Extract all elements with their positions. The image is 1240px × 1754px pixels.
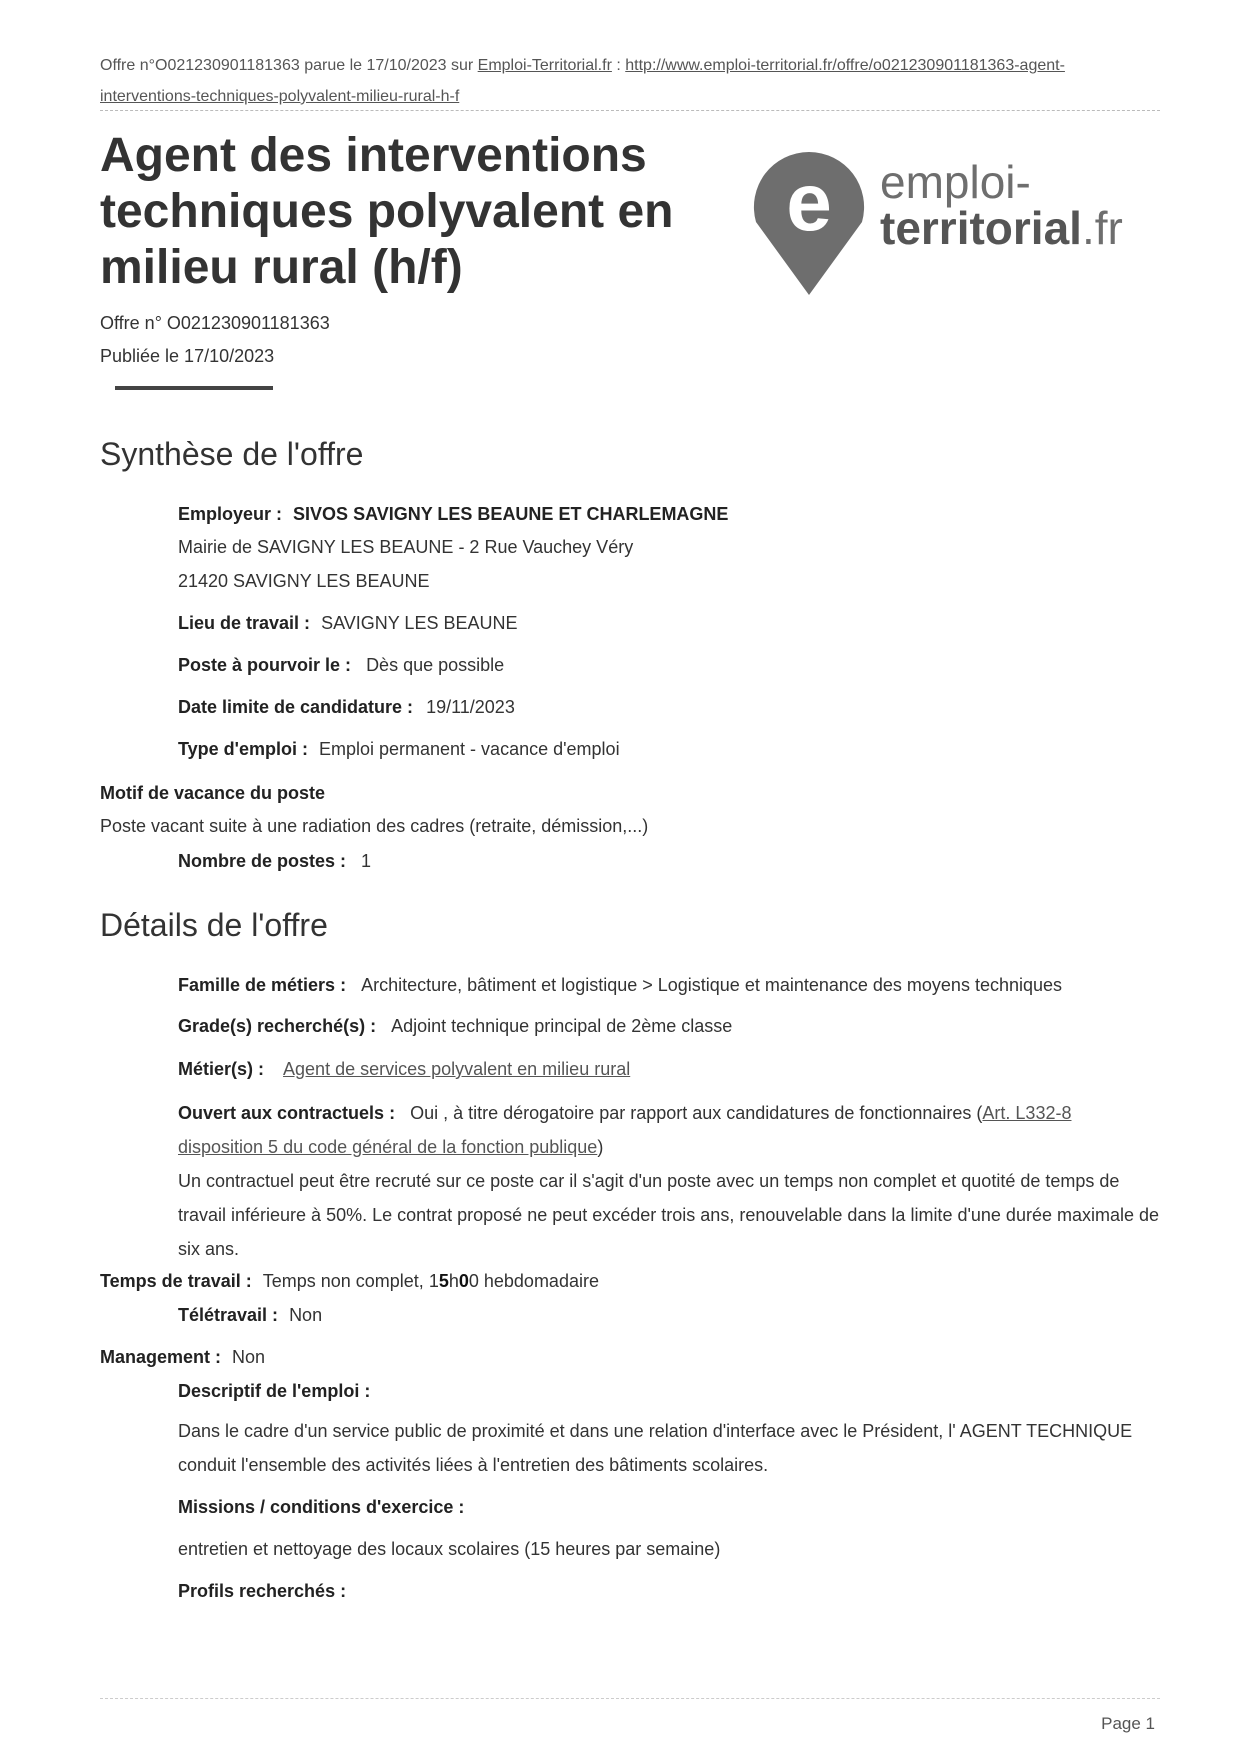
teletravail-label: Télétravail : [178, 1305, 279, 1325]
temps-value-c: 0 hebdomadaire [468, 1271, 599, 1291]
source-line [100, 50, 1160, 112]
source-prefix: Offre n°O021230901181363 parue le 17/10/2023 sur [100, 57, 478, 74]
temps-value-a: Temps non complet, 1 [262, 1271, 439, 1291]
type-value: Emploi permanent - vacance d'emploi [318, 739, 620, 759]
emploi-territorial-logo [752, 150, 1152, 300]
poste-value: Dès que possible [366, 655, 505, 675]
employer-row [178, 503, 728, 525]
profils-label-row [178, 1580, 346, 1602]
title-underline [115, 386, 273, 390]
source-url-link[interactable]: http://www.emploi-territorial.fr/offre/o021230901181363-agent-interventions-techniques-polyvalent-milieu-rural-h-f [100, 57, 1065, 105]
lieu-label: Lieu de travail : [178, 613, 311, 633]
type-label: Type d'emploi : [178, 739, 308, 759]
synthese-heading: Synthèse de l'offre [100, 436, 364, 472]
page-title: Agent des interventions techniques polyvalent en milieu rural (h/f) [100, 129, 674, 294]
poste-row [178, 654, 504, 676]
date-label: Date limite de candidature : [178, 697, 414, 717]
temps-ink-a: 5 [438, 1271, 449, 1291]
teletravail-row [178, 1304, 322, 1326]
ouvert-value: Oui , à titre dérogatoire par rapport aux candidatures de fonctionnaires ( [410, 1103, 983, 1123]
metier-row [178, 1058, 630, 1080]
date-value: 19/11/2023 [426, 697, 515, 717]
grade-value: Adjoint technique principal de 2ème classe [391, 1016, 733, 1036]
motif-label [100, 782, 325, 804]
details-heading: Détails de l'offre [100, 907, 328, 943]
temps-label: Temps de travail : [100, 1271, 252, 1291]
logo-line1: emploi- [880, 156, 1031, 208]
ouvert-close: ) [597, 1137, 604, 1157]
source-separator: : [611, 57, 626, 74]
profils-label: Profils recherchés : [178, 1581, 347, 1601]
footer-divider [100, 1698, 1160, 1699]
offer-number: Offre n° O021230901181363 [100, 313, 330, 333]
missions-label-row [178, 1496, 464, 1518]
management-row [100, 1346, 265, 1368]
temps-row [100, 1270, 599, 1292]
poste-label: Poste à pourvoir le : [178, 655, 352, 675]
management-value: Non [232, 1347, 266, 1367]
metier-link[interactable]: Agent de services polyvalent en milieu rural [283, 1059, 631, 1079]
ouvert-article-link[interactable]: Art. L332-8 disposition 5 du code général de la fonction publique [178, 1103, 1072, 1157]
nombre-label: Nombre de postes : [178, 851, 347, 871]
grade-label: Grade(s) recherché(s) : [178, 1016, 377, 1036]
employer-address1: Mairie de SAVIGNY LES BEAUNE - 2 Rue Vauchey Véry [178, 537, 634, 557]
motif-label-text: Motif de vacance du poste [100, 783, 326, 803]
source-site-link[interactable]: Emploi-Territorial.fr [477, 57, 612, 74]
contractuel-text: Un contractuel peut être recruté sur ce poste car il s'agit d'un poste avec un temps non complet et quotité de temps de travail inférieure à 50%. Le contrat proposé ne peut excéder trois ans, renouvelable dans la limite d'une durée maximale de six ans. [178, 1171, 1160, 1259]
employer-name: SIVOS SAVIGNY LES BEAUNE ET CHARLEMAGNE [293, 504, 729, 524]
teletravail-value: Non [289, 1305, 323, 1325]
missions-text: entretien et nettoyage des locaux scolaires (15 heures par semaine) [178, 1539, 721, 1559]
management-label: Management : [100, 1347, 222, 1367]
type-row [178, 738, 620, 760]
temps-value-b: h [448, 1271, 459, 1291]
descriptif-label: Descriptif de l'emploi : [178, 1381, 371, 1401]
famille-row [178, 974, 1062, 996]
header-divider [100, 110, 1160, 111]
employer-address2: 21420 SAVIGNY LES BEAUNE [178, 571, 430, 591]
temps-ink-b: 0 [458, 1271, 469, 1291]
famille-label: Famille de métiers : [178, 975, 347, 995]
logo-territorial: territorial [880, 202, 1082, 254]
page-number: Page 1 [1101, 1714, 1155, 1733]
date-row [178, 696, 515, 718]
missions-label: Missions / conditions d'exercice : [178, 1497, 465, 1517]
motif-value: Poste vacant suite à une radiation des cadres (retraite, démission,...) [100, 816, 649, 836]
logo-suffix: .fr [1081, 202, 1123, 254]
ouvert-block [178, 1096, 1160, 1266]
descriptif-label-row [178, 1380, 370, 1402]
nombre-value: 1 [361, 851, 372, 871]
published-date: Publiée le 17/10/2023 [100, 346, 275, 366]
nombre-row [178, 850, 371, 872]
ouvert-label: Ouvert aux contractuels : [178, 1103, 396, 1123]
grade-row [178, 1015, 732, 1037]
employer-label: Employeur : [178, 504, 283, 524]
logo-line2 [880, 202, 1123, 254]
lieu-row [178, 612, 517, 634]
logo-letter: e [786, 157, 832, 248]
lieu-value: SAVIGNY LES BEAUNE [321, 613, 518, 633]
metier-label: Métier(s) : [178, 1059, 265, 1079]
descriptif-text: Dans le cadre d'un service public de proximité et dans une relation d'interface avec le Président, l' AGENT TECHNIQUE conduit l'ensemble des activités liées à l'entretien des bâtiments scolaires. [178, 1421, 1133, 1475]
famille-value: Architecture, bâtiment et logistique > Logistique et maintenance des moyens techniques [361, 975, 1063, 995]
